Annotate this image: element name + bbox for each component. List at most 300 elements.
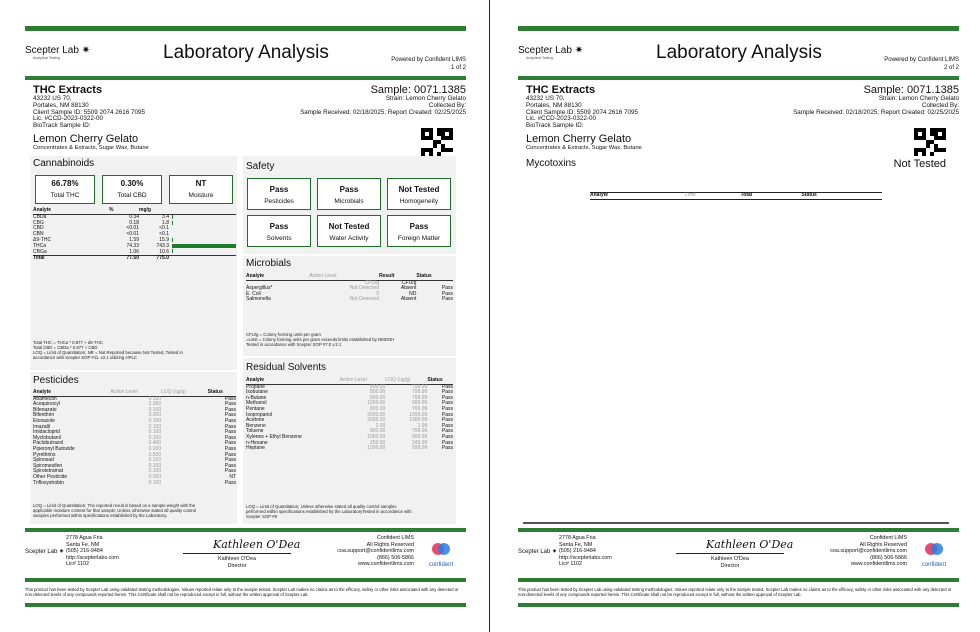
director-signature: Kathleen O'Dea: [706, 538, 794, 551]
footer-accent-bar: [25, 528, 466, 532]
cannabinoid-percent: 0.18: [129, 219, 139, 226]
micro-unit: CFU/g: [401, 279, 417, 286]
sample-number: Sample: 0071.1385: [370, 84, 466, 96]
report-page-2: [518, 0, 959, 632]
solvent-analyte: Propane: [246, 383, 265, 390]
cannabinoid-percent: <0.01: [126, 225, 139, 232]
solvent-action-level: 1000.00: [367, 433, 386, 440]
pesticide-analyte: Imazalil: [33, 423, 50, 430]
leaf-icon: ✷: [59, 549, 65, 555]
microbial-action-level: Not Detected: [349, 296, 380, 303]
safety-value: Not Tested: [328, 222, 370, 231]
cannabinoid-analyte: CBD: [33, 225, 44, 232]
safety-label: Pesticides: [264, 198, 294, 205]
note-line: LOQ = Limit of Quantitation; The reported result is based on a sample weight with the: [33, 503, 196, 508]
confident-logo: [424, 541, 458, 568]
signer-name: Kathleen O'Dea: [218, 556, 256, 562]
total-cbd-label: Total CBD: [117, 192, 147, 199]
pesticide-analyte: Bifenazate: [33, 406, 57, 413]
pesticide-analyte: Etoxazole: [33, 417, 55, 424]
cannabinoid-percent: 1.59: [129, 236, 139, 243]
note-line: LOQ = Limit of Quantitation; NR = Not Reported because Not Tested, Tested in: [33, 350, 183, 355]
client-address-line2: Portales, NM 88130: [33, 101, 89, 109]
solvent-status: Pass: [441, 428, 453, 435]
pesticide-loq: [161, 481, 207, 487]
top-accent-bar: [518, 26, 959, 31]
pesticide-status: Pass: [224, 445, 236, 452]
pesticide-analyte: Bifenthrin: [33, 412, 55, 419]
client-sample-id: Client Sample ID: 5509 2074 2616 7095: [526, 108, 639, 116]
solvent-loq: 1999.99: [409, 411, 428, 418]
safety-box-microbials: [317, 178, 381, 210]
cannabinoid-analyte: CBN: [33, 231, 44, 238]
solvent-status: Pass: [441, 439, 453, 446]
cannabinoid-bar: [172, 215, 173, 219]
lims-line: Confident LIMS: [869, 535, 907, 541]
pesticide-status: Pass: [224, 451, 236, 458]
client-sample-id: Client Sample ID: 5509 2074 2616 7095: [33, 108, 146, 116]
footer-logo-text: Scepter Lab: [25, 549, 58, 555]
cannabinoid-col-percent: %: [109, 208, 139, 214]
solvent-action-level: 1000.00: [367, 445, 386, 452]
microbial-result: Absent: [400, 285, 417, 292]
pesticide-analyte: Spirotetramat: [33, 468, 64, 475]
signer-title: Director: [720, 562, 740, 569]
solvent-action-level: 2.00: [375, 422, 386, 429]
client-address-line1: 43232 US 70,: [526, 95, 565, 102]
solvents-panel: [243, 358, 456, 524]
lab-address: [559, 535, 612, 568]
pest-col-action-level: Action Level: [110, 390, 161, 396]
lims-line: All Rights Reserved: [859, 541, 907, 548]
safety-box-pesticides: [247, 178, 311, 210]
powered-by-text: Powered by Confident LIMS: [884, 57, 959, 63]
pesticides-table: [33, 390, 236, 486]
microbial-row: [246, 297, 453, 303]
solvent-status: Pass: [441, 383, 453, 390]
micro-col-status: Status: [416, 274, 453, 280]
pesticide-action-level: 0.100: [148, 429, 162, 436]
biotrack-id: BioTrack Sample ID:: [526, 122, 584, 130]
pesticide-action-level: 2.000: [148, 401, 162, 408]
product-info: [526, 133, 642, 152]
sample-dates: Sample Received: 02/18/2025; Report Created: 02/25/2025: [793, 108, 959, 116]
client-info: [526, 84, 638, 130]
confident-logo-icon: [923, 541, 945, 557]
cannabinoid-percent: <0.01: [126, 231, 139, 238]
pesticide-analyte: Imidacloprid: [33, 429, 60, 436]
lab-license: Lic# 1102: [66, 561, 89, 568]
cannabinoids-panel: [30, 156, 237, 370]
pesticide-action-level: 0.100: [148, 423, 162, 430]
pesticide-analyte: Abamectin: [33, 395, 57, 402]
cannabinoid-col-mgg: mg/g: [139, 208, 169, 214]
microbial-action-level: 0: [376, 290, 380, 297]
myco-col-limit: Limit: [685, 192, 696, 198]
disclaimer-text: This product has been tested by Scepter Lab using validated testing methodologies. Values reported relate only to the sample tested. Scepter Lab makes no claims as to the efficacy, safety or other risks associated with any detected or non-detected levels of any compounds reported herein. This Certificate shall not be reproduced except in full, without the written approval of Scepter Lab.: [518, 587, 952, 597]
pesticide-status: NT: [229, 473, 236, 480]
pesticide-status: Pass: [224, 406, 236, 413]
pesticide-action-level: 0.100: [148, 479, 162, 486]
solvent-loq: 1.99: [417, 422, 428, 429]
cannabinoid-mgg: <0.1: [159, 225, 169, 232]
mycotoxins-result: Not Tested: [893, 158, 946, 170]
safety-value: Pass: [269, 185, 289, 194]
microbial-notes: [246, 332, 394, 347]
leaf-icon: ✷: [574, 45, 584, 56]
safety-value: Pass: [269, 222, 289, 231]
lab-website: http://scepterlabs.com: [559, 554, 612, 561]
solvent-loq: 1999.99: [409, 417, 428, 424]
sample-info: [793, 84, 959, 116]
client-name: THC Extracts: [33, 84, 103, 96]
solvent-analyte: Isopropanol: [246, 411, 273, 418]
note-line: CFU/g = Colony forming units per gram: [246, 332, 321, 337]
pesticide-action-level: 0.100: [148, 462, 162, 469]
product-type: Concentrates & Extracts, Sugar Wax, Butane: [33, 145, 149, 151]
myco-col-total: Total: [740, 192, 753, 198]
solvent-loq: 999.99: [412, 400, 428, 407]
solvent-action-level: 2000.00: [367, 417, 386, 424]
solvent-action-level: 2000.00: [367, 411, 386, 418]
note-line: Scepter SOP #8: [246, 514, 277, 519]
micro-col-result: Result: [379, 274, 416, 280]
scepter-lab-logo: [518, 45, 583, 60]
pesticide-status: Pass: [224, 417, 236, 424]
logo-text: Scepter Lab: [518, 45, 572, 56]
mycotoxins-panel: [523, 156, 949, 524]
pesticide-analyte: Spiromesifen: [33, 462, 63, 469]
solvent-status: Pass: [441, 445, 453, 452]
note-line: Total THC = THCa * 0.877 + d9-THC: [33, 340, 103, 345]
pesticides-heading: Pesticides: [33, 375, 79, 386]
pesticide-action-level: 3.000: [148, 412, 162, 419]
safety-box-homogeneity: [387, 178, 451, 210]
solvent-loq: 249.99: [412, 439, 428, 446]
biotrack-id: BioTrack Sample ID:: [33, 122, 91, 130]
solvent-analyte: Heptane: [246, 445, 265, 452]
cannabinoid-table: [33, 208, 236, 262]
signer-block: [183, 556, 291, 569]
cannabinoid-bar: [172, 238, 173, 242]
micro-col-analyte: Analyte: [246, 274, 309, 280]
solvent-action-level: 800.00: [370, 389, 386, 396]
product-name: Lemon Cherry Gelato: [526, 133, 632, 145]
sample-strain: Strain: Lemon Cherry Gelato: [878, 95, 959, 102]
pesticide-action-level: 0.100: [148, 434, 162, 441]
note-line: Total CBD = CBDa * 0.877 + CBD: [33, 345, 98, 350]
address-line: 2778 Agua Fria: [66, 535, 103, 541]
logo-subtitle: Analytical Testing: [526, 56, 553, 60]
lims-website: www.confidentlims.com: [357, 561, 414, 568]
product-name: Lemon Cherry Gelato: [33, 133, 139, 145]
safety-heading: Safety: [246, 161, 275, 172]
safety-label: Solvents: [266, 235, 292, 242]
top-accent-bar: [25, 26, 466, 31]
cannabinoid-mgg: 743.3: [156, 242, 169, 249]
total-thc-value: 66.78%: [51, 179, 79, 188]
client-license: Lic. #CCD-2023-0322-00: [526, 115, 597, 123]
solvent-loq: 999.99: [412, 445, 428, 452]
cannabinoids-heading: Cannabinoids: [33, 158, 95, 169]
lims-phone: (866) 506-5866: [377, 554, 414, 561]
moisture-value: NT: [195, 179, 207, 188]
page-number: 2 of 2: [943, 65, 959, 71]
safety-value: Pass: [339, 185, 359, 194]
solvent-action-level: 1000.00: [367, 400, 386, 407]
disclaimer-top-bar: [518, 578, 959, 582]
lims-info: [830, 535, 907, 568]
leaf-icon: ✷: [552, 549, 558, 555]
solvents-table: [246, 378, 453, 452]
solvent-action-level: 250.00: [370, 439, 386, 446]
pesticide-notes: [33, 503, 196, 518]
cannabinoid-analyte: Total: [33, 255, 45, 262]
solvent-action-level: 800.00: [370, 383, 386, 390]
cannabinoid-percent: 77.50: [126, 255, 139, 262]
lims-email: coa.support@confidentlims.com: [337, 548, 414, 555]
total-thc-box: [35, 175, 95, 204]
solvent-notes: [246, 504, 412, 519]
signer-title: Director: [227, 562, 247, 569]
microbials-table: [246, 274, 453, 303]
pesticide-analyte: Paclobutrazol: [33, 440, 64, 447]
pest-col-loq: LOQ (ug/g): [161, 390, 207, 396]
mycotoxins-table: [590, 192, 882, 200]
cannabinoid-mgg: 3.4: [162, 213, 169, 220]
pesticide-status: Pass: [224, 479, 236, 486]
solvent-action-level: 800.00: [370, 428, 386, 435]
header-accent-bar: [25, 76, 466, 80]
page-title: Laboratory Analysis: [656, 42, 822, 63]
cannabinoid-row: [33, 256, 236, 262]
solvent-loq: 799.99: [412, 394, 428, 401]
cannabinoid-mgg: 775.0: [156, 255, 169, 262]
bottom-accent-bar: [25, 603, 466, 607]
microbials-panel: [243, 256, 456, 356]
cannabinoid-notes: [33, 340, 183, 360]
microbial-status: Pass: [441, 290, 453, 297]
powered-by: [884, 56, 959, 72]
powered-by-text: Powered by Confident LIMS: [391, 57, 466, 63]
micro-unit: CFU/g: [364, 279, 380, 286]
scepter-lab-logo: [25, 45, 90, 60]
solvent-status: Pass: [441, 417, 453, 424]
safety-panel: [243, 156, 456, 254]
pesticide-action-level: 0.100: [148, 406, 162, 413]
header-accent-bar: [518, 76, 959, 80]
pesticide-action-level: 0.000: [148, 473, 162, 480]
lab-license: Lic# 1102: [559, 561, 582, 568]
note-line: =Limit = Colony forming units per gram exceeds limits established by NMDOH: [246, 337, 395, 342]
safety-label: Microbials: [334, 198, 364, 205]
solvent-analyte: Isobutane: [246, 389, 268, 396]
cannabinoid-bar-cell: [169, 256, 236, 262]
confident-logo-text: confident: [921, 562, 947, 568]
pesticide-status: Pass: [224, 468, 236, 475]
cannabinoid-percent: 1.06: [129, 248, 139, 255]
sample-info: [300, 84, 466, 116]
signature-line: [676, 553, 784, 554]
solv-col-action-level: Action Level: [340, 378, 386, 384]
logo-text: Scepter Lab: [25, 45, 79, 56]
cannabinoid-bar: [172, 244, 236, 248]
pesticide-action-level: 0.500: [148, 451, 162, 458]
solvent-status: Pass: [441, 394, 453, 401]
client-license: Lic. #CCD-2023-0322-00: [33, 115, 104, 123]
pesticide-analyte: Trifloxystrobin: [33, 479, 64, 486]
logo-subtitle: Analytical Testing: [33, 56, 60, 60]
microbial-status: Pass: [441, 296, 453, 303]
pesticide-status: Pass: [224, 401, 236, 408]
disclaimer-text: This product has been tested by Scepter Lab using validated testing methodologies. Values reported relate only to the sample tested. Scepter Lab makes no claims as to the efficacy, safety or other risks associated with any detected or non-detected levels of any compounds reported herein. This Certificate shall not be reproduced except in full, without the written approval of Scepter Lab.: [25, 587, 459, 597]
lab-phone: (505) 216-9484: [559, 548, 596, 555]
page-title: Laboratory Analysis: [163, 42, 329, 63]
client-info: [33, 84, 145, 130]
microbial-analyte: Salmonella: [246, 296, 271, 303]
pesticide-status: Pass: [224, 429, 236, 436]
solvent-status: Pass: [441, 400, 453, 407]
microbial-analyte: Aspergillus*: [246, 285, 273, 292]
address-line: 2778 Agua Fria: [559, 535, 596, 541]
cannabinoid-bar: [172, 249, 173, 253]
page-number: 1 of 2: [450, 65, 466, 71]
safety-label: Water Activity: [329, 235, 369, 242]
solvent-status: Pass: [441, 422, 453, 429]
pesticide-analyte: Pyrethrins: [33, 451, 56, 458]
solv-col-loq: LOQ (ug/g): [385, 378, 427, 384]
solvents-heading: Residual Solvents: [246, 362, 327, 373]
lims-info: [337, 535, 414, 568]
lims-phone: (866) 506-5866: [870, 554, 907, 561]
safety-box-solvents: [247, 215, 311, 247]
mycotoxins-heading: Mycotoxins: [526, 158, 577, 169]
cannabinoid-col-analyte: Analyte: [33, 208, 109, 214]
signature-line: [183, 553, 291, 554]
total-cbd-value: 0.30%: [120, 179, 144, 188]
address-line: Santa Fe, NM: [559, 541, 593, 548]
solvent-loq: 799.99: [412, 405, 428, 412]
cannabinoid-analyte: CBGa: [33, 248, 47, 255]
footer-logo: [518, 548, 557, 555]
total-thc-label: Total THC: [50, 192, 80, 199]
note-line: performed within specifications established by the LaboratoryTested in accordance with: [246, 509, 412, 514]
solvent-action-level: 800.00: [370, 405, 386, 412]
myco-col-status: Status: [801, 192, 817, 198]
lims-line: All Rights Reserved: [366, 541, 414, 548]
pesticide-status: Pass: [224, 462, 236, 469]
safety-label: Foreign Matter: [397, 235, 441, 242]
lims-website: www.confidentlims.com: [850, 561, 907, 568]
sample-strain: Strain: Lemon Cherry Gelato: [385, 95, 466, 102]
sample-number: Sample: 0071.1385: [863, 84, 959, 96]
sample-collected-by: Collected By:: [428, 101, 466, 109]
safety-value: Pass: [409, 222, 429, 231]
client-address-line2: Portales, NM 88130: [526, 101, 582, 109]
pesticide-analyte: Myclobutanil: [33, 434, 61, 441]
pesticide-analyte: Spinosad: [33, 457, 54, 464]
solvent-analyte: n-Hexane: [246, 439, 268, 446]
solvent-loq: 799.99: [412, 383, 428, 390]
pesticide-analyte: Piperonyl Butoxide: [33, 445, 75, 452]
cannabinoid-bar: [172, 221, 173, 225]
microbial-result: ND: [409, 290, 417, 297]
solvent-status: Pass: [441, 411, 453, 418]
pesticide-action-level: 3.000: [148, 445, 162, 452]
solvent-status: Pass: [441, 405, 453, 412]
safety-label: Homogeneity: [399, 198, 439, 205]
cannabinoid-analyte: THCa: [33, 242, 47, 249]
powered-by: [391, 56, 466, 72]
pesticide-action-level: 0.100: [148, 395, 162, 402]
confident-logo: [917, 541, 951, 568]
solvent-analyte: n-Butane: [246, 394, 267, 401]
client-name: THC Extracts: [526, 84, 596, 96]
footer-accent-bar: [518, 528, 959, 532]
director-signature: Kathleen O'Dea: [213, 538, 301, 551]
solvent-analyte: Benzene: [246, 422, 266, 429]
pesticide-analyte: Other Pesticide: [33, 473, 68, 480]
microbial-result: Absent: [400, 296, 417, 303]
cannabinoid-analyte: CBG: [33, 219, 44, 226]
pesticide-action-level: 0.400: [148, 440, 162, 447]
lims-email: coa.support@confidentlims.com: [830, 548, 907, 555]
solvent-loq: 999.99: [412, 433, 428, 440]
pesticide-action-level: 0.100: [148, 468, 162, 475]
report-page-1: [25, 0, 466, 632]
note-line: Tested in accordance with Scepter SOP #7.0 v.2.1: [246, 342, 342, 347]
page-divider: [489, 0, 490, 632]
solvent-status: Pass: [441, 433, 453, 440]
safety-box-foreign-matter: [387, 215, 451, 247]
note-line: applicable moisture content for that sample; Unless otherwise stated all quality control: [33, 508, 197, 513]
pesticide-status: Pass: [224, 423, 236, 430]
disclaimer-top-bar: [25, 578, 466, 582]
solvent-analyte: Toluene: [246, 428, 264, 435]
solvent-analyte: Acetone: [246, 417, 265, 424]
pesticide-row: [33, 481, 236, 487]
cannabinoid-mgg: 1.8: [162, 219, 169, 226]
confident-logo-text: confident: [428, 562, 454, 568]
cannabinoid-mgg: 10.6: [159, 248, 169, 255]
confident-logo-icon: [430, 541, 452, 557]
micro-col-action-level: Action Level: [309, 274, 379, 280]
pesticide-status: Pass: [224, 395, 236, 402]
cannabinoid-percent: 74.33: [126, 242, 139, 249]
total-cbd-box: [102, 175, 162, 204]
pest-col-status: Status: [208, 390, 236, 396]
address-line: Santa Fe, NM: [66, 541, 100, 548]
product-type: Concentrates & Extracts, Sugar Wax, Butane: [526, 145, 642, 151]
cannabinoid-analyte: Δ9-THC: [33, 236, 52, 243]
pesticide-action-level: 0.100: [148, 417, 162, 424]
note-line: LOQ = Limit of Quantitation; Unless otherwise stated all quality control samples: [246, 504, 397, 509]
lab-address: [66, 535, 119, 568]
footer-logo-text: Scepter Lab: [518, 549, 551, 555]
cannabinoid-mgg: <0.1: [159, 231, 169, 238]
moisture-label: Moisture: [188, 192, 214, 199]
solvent-action-level: 800.00: [370, 394, 386, 401]
cannabinoid-mgg: 15.9: [159, 236, 169, 243]
product-info: [33, 133, 149, 152]
microbial-analyte: E. Coli: [246, 290, 261, 297]
moisture-box: [169, 175, 233, 204]
solvent-loq: 799.99: [412, 428, 428, 435]
solvent-analyte: Xylenes + Ethyl Benzene: [246, 433, 302, 440]
lab-phone: (505) 216-9484: [66, 548, 103, 555]
pesticide-status: Pass: [224, 434, 236, 441]
note-line: accordance with Scepter SOP #11. v2.1 utilizing HPLC: [33, 355, 137, 360]
